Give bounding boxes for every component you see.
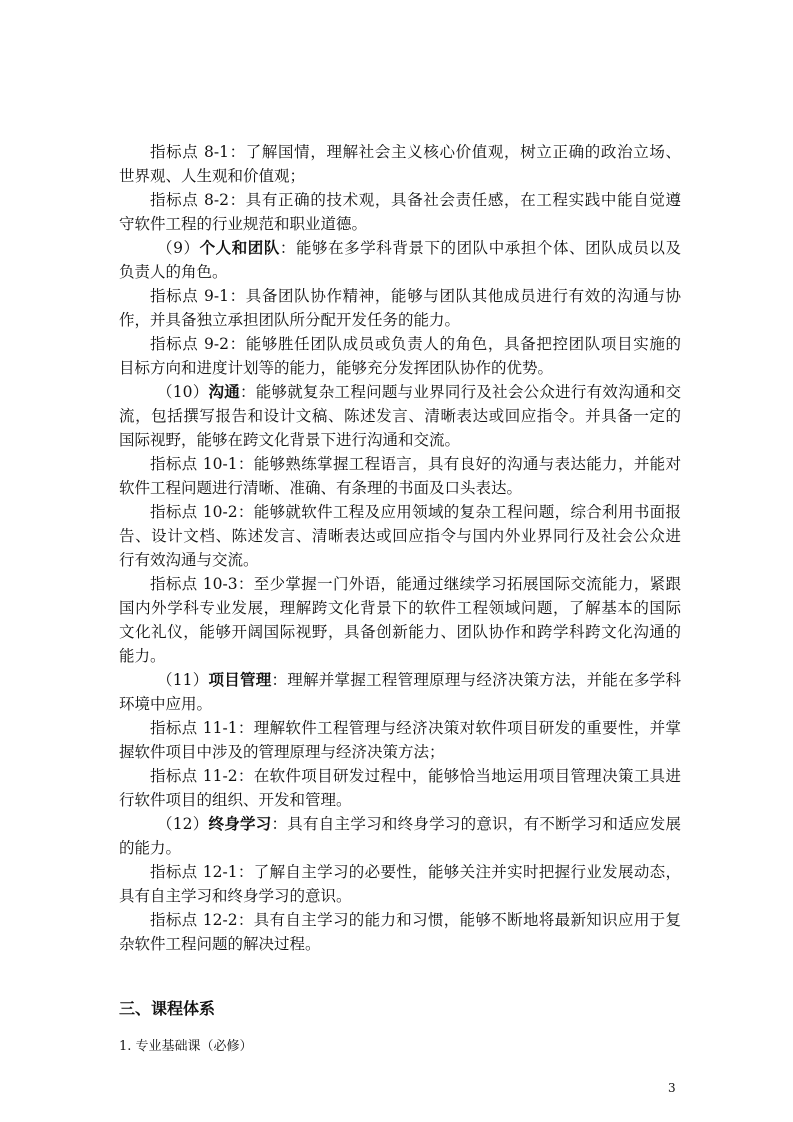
document-body (119, 140, 681, 956)
text-line: 环境中应用。 (119, 695, 213, 713)
text-line: 具有自主学习和终身学习的意识。 (119, 887, 352, 905)
text-line (119, 380, 681, 404)
text-line (119, 668, 681, 692)
text-line: 指标点 10-1：能够熟练掌握工程语言，具有良好的沟通与表达能力，并能对 (150, 455, 681, 473)
text-line: 指标点 11-1：理解软件工程管理与经济决策对软件项目研发的重要性，并掌 (150, 719, 681, 737)
text-line: 的能力。 (119, 839, 182, 857)
requirement-paragraph (119, 812, 681, 860)
text-line (119, 236, 681, 260)
text-line (119, 812, 681, 836)
text-line: 指标点 10-3：至少掌握一门外语，能通过继续学习拓展国际交流能力，紧跟 (150, 575, 681, 593)
section-heading: 三、课程体系 (119, 999, 216, 1018)
indicator-paragraph (119, 140, 681, 188)
requirement-text: ：具有自主学习和终身学习的意识，有不断学习和适应发展 (271, 815, 681, 833)
text-line: 目标方向和进度计划等的能力，能够充分发挥团队协作的优势。 (119, 359, 554, 377)
indicator-paragraph (119, 908, 681, 956)
requirement-text: ：能够就复杂工程问题与业界同行及社会公众进行有效沟通和交 (240, 383, 681, 401)
indicator-paragraph (119, 572, 681, 668)
text-line: 告、设计文档、陈述发言、清晰表达或回应指令与国内外业界同行及社会公众进 (119, 527, 681, 545)
requirement-title: 终身学习 (208, 814, 272, 833)
text-line: 文化礼仪，能够开阔国际视野，具备创新能力、团队协作和跨学科跨文化沟通的 (119, 623, 681, 641)
requirement-number: （9） (157, 239, 200, 257)
text-line: 握软件项目中涉及的管理原理与经济决策方法； (119, 743, 445, 761)
text-line: 指标点 12-2：具有自主学习的能力和习惯，能够不断地将最新知识应用于复 (150, 911, 681, 929)
text-line: 能力。 (119, 647, 166, 665)
requirement-text: ：能够在多学科背景下的团队中承担个体、团队成员以及 (279, 239, 681, 257)
indicator-paragraph (119, 188, 681, 236)
text-line: 指标点 11-2：在软件项目研发过程中，能够恰当地运用项目管理决策工具进 (150, 767, 681, 785)
indicator-paragraph (119, 452, 681, 500)
text-line: 行软件项目的组织、开发和管理。 (119, 791, 352, 809)
page-number: 3 (668, 1081, 676, 1095)
text-line: 流，包括撰写报告和设计文稿、陈述发言、清晰表达或回应指令。并具备一定的 (119, 407, 681, 425)
requirement-number: （12） (157, 815, 209, 833)
indicator-paragraph (119, 332, 681, 380)
indicator-paragraph (119, 716, 681, 764)
text-line: 指标点 9-1：具备团队协作精神，能够与团队其他成员进行有效的沟通与协 (150, 287, 681, 305)
requirement-text: ：理解并掌握工程管理原理与经济决策方法，并能在多学科 (271, 671, 681, 689)
text-line: 杂软件工程问题的解决过程。 (119, 935, 321, 953)
requirement-title: 沟通 (208, 382, 241, 401)
requirement-number: （11） (157, 671, 209, 689)
text-line: 指标点 12-1：了解自主学习的必要性，能够关注并实时把握行业发展动态， (150, 863, 681, 881)
text-line: 行有效沟通与交流。 (119, 551, 259, 569)
requirement-title: 个人和团队 (199, 238, 280, 257)
indicator-paragraph (119, 284, 681, 332)
text-line: 世界观、人生观和价值观； (119, 167, 306, 185)
indicator-paragraph (119, 500, 681, 572)
text-line: 指标点 8-1：了解国情，理解社会主义核心价值观，树立正确的政治立场、 (150, 143, 681, 161)
text-line: 指标点 8-2：具有正确的技术观，具备社会责任感，在工程实践中能自觉遵 (150, 191, 681, 209)
text-line: 作，并具备独立承担团队所分配开发任务的能力。 (119, 311, 461, 329)
requirement-paragraph (119, 380, 681, 452)
requirement-paragraph (119, 236, 681, 284)
text-line: 负责人的角色。 (119, 263, 228, 281)
text-line: 守软件工程的行业规范和职业道德。 (119, 215, 368, 233)
text-line: 软件工程问题进行清晰、准确、有条理的书面及口头表达。 (119, 479, 523, 497)
text-line: 指标点 9-2：能够胜任团队成员或负责人的角色，具备把控团队项目实施的 (150, 335, 681, 353)
requirement-title: 项目管理 (208, 670, 272, 689)
indicator-paragraph (119, 764, 681, 812)
requirement-paragraph (119, 668, 681, 716)
indicator-paragraph (119, 860, 681, 908)
text-line: 指标点 10-2：能够就软件工程及应用领域的复杂工程问题，综合利用书面报 (150, 503, 681, 521)
subheading: 1. 专业基础课（必修） (119, 1039, 253, 1054)
text-line: 国内外学科专业发展，理解跨文化背景下的软件工程领域问题，了解基本的国际 (119, 599, 681, 617)
text-line: 国际视野，能够在跨文化背景下进行沟通和交流。 (119, 431, 461, 449)
requirement-number: （10） (157, 383, 209, 401)
